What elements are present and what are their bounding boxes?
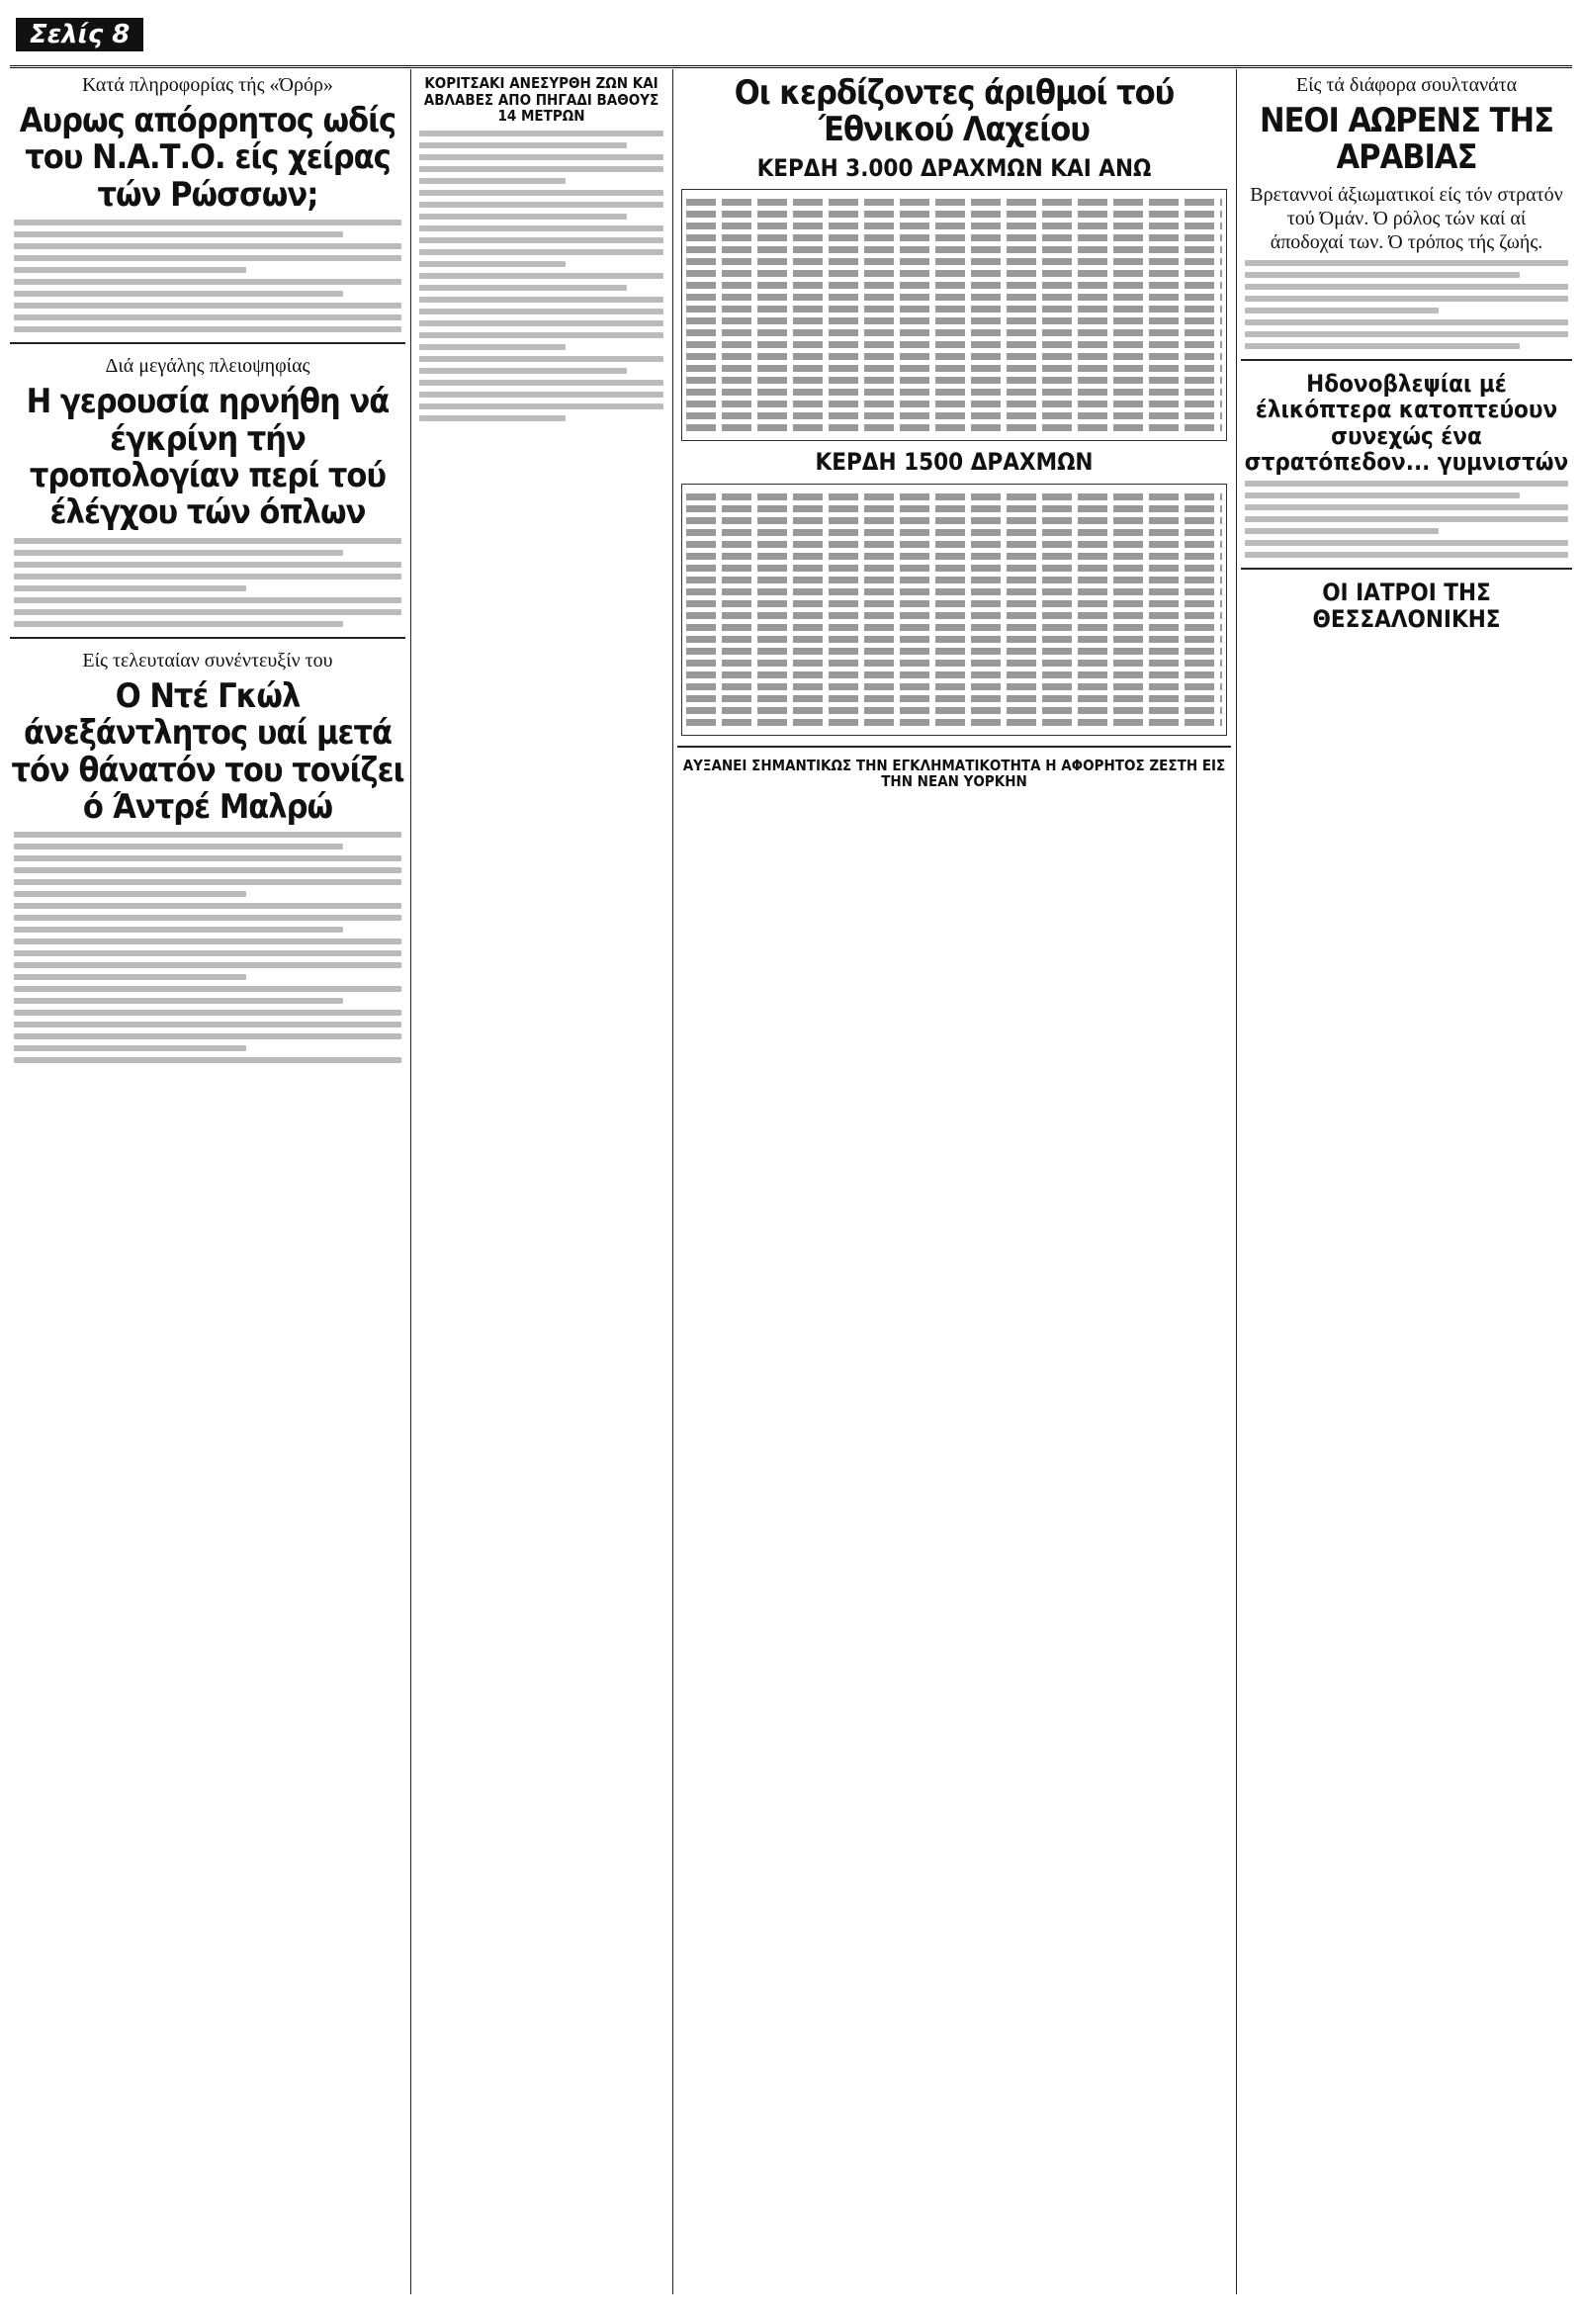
column-1 <box>10 69 405 2294</box>
lottery-table2-title: ΚΕΡΔΗ 1500 ΔΡΑΧΜΩΝ <box>815 448 1094 477</box>
col4-kicker: Είς τά διάφορα σουλτανάτα <box>1295 74 1518 96</box>
crime-headline: ΑΥΞΑΝΕΙ ΣΗΜΑΝΤΙΚΩΣ ΤΗΝ ΕΓΚΛΗΜΑΤΙΚΟΤΗΤΑ Η ΑΦΟΡΗΤΟΣ ΖΕΣΤΗ ΕΙΣ ΤΗΝ ΝΕΑΝ ΥΟΡΚΗΝ <box>682 756 1226 791</box>
headline2-kicker: Διά μεγάλης πλειοψηφίας <box>105 355 310 378</box>
headline1: Αυρως απόρρητος ωδίς του Ν.Α.Τ.Ο. είς χείρας τών Ρώσσων; <box>19 101 396 215</box>
col4-headline1: ΝΕΟΙ ΑΩΡΕΝΣ ΤΗΣ ΑΡΑΒΙΑΣ <box>1259 101 1553 178</box>
lottery-headline: Οι κερδίζοντες άριθμοί τού Έθνικού Λαχείου <box>734 73 1175 150</box>
article3-body <box>14 832 401 1063</box>
headline2: Η γερουσία ηρνήθη νά έγκρίνη τήν τροπολογίαν περί τού έλέγχου τών όπλων <box>26 382 390 533</box>
column-4 <box>1241 69 1572 2294</box>
article1-body <box>14 220 401 332</box>
column-3 <box>677 69 1231 2294</box>
lottery-table-1 <box>681 189 1227 441</box>
lottery-table1-title: ΚΕΡΔΗ 3.000 ΔΡΑΧΜΩΝ ΚΑΙ ΑΝΩ <box>756 153 1152 182</box>
lottery-table-2 <box>681 484 1227 736</box>
headline3-kicker: Είς τελευταίαν συνέντευξίν του <box>82 649 333 671</box>
headline3: Ο Ντέ Γκώλ άνεξάντλητος υαί μετά τόν θάνατόν του τονίζει ό Άντρέ Μαλρώ <box>11 675 404 827</box>
article2-body <box>14 538 401 627</box>
col2-headline1: ΚΟΡΙΤΣΑΚΙ ΑΝΕΣΥΡΘΗ ΖΩΝ ΚΑΙ ΑΒΛΑΒΕΣ ΑΠΟ ΠΗΓΑΔΙ ΒΑΘΟΥΣ 14 ΜΕΤΡΩΝ <box>423 74 659 125</box>
masthead <box>10 10 1572 68</box>
col4-deck1: Βρεταννοί άξιωματικοί είς τόν στρατόν τού Όμάν. Ό ρόλος τών καί αί άποδοχαί των. Ό τρόπος τής ζωής. <box>1250 183 1563 253</box>
newspaper-page <box>10 10 1572 2314</box>
col4-headline3: ΟΙ ΙΑΤΡΟΙ ΤΗΣ ΘΕΣΣΑΛΟΝΙΚΗΣ <box>1312 579 1501 633</box>
headline1-kicker: Κατά πληροφορίας τής «Όρόρ» <box>82 74 333 96</box>
col4-headline2: Ηδονοβλεψίαι μέ έλικόπτερα κατοπτεύουν συνεχώς ένα στρατόπεδον... γυμνιστών <box>1244 369 1569 476</box>
col2-body <box>419 131 663 421</box>
column-2 <box>415 69 667 2294</box>
col4-body2 <box>1245 481 1568 558</box>
page-label: Σελίς 8 <box>16 18 143 51</box>
col4-body1 <box>1245 260 1568 349</box>
